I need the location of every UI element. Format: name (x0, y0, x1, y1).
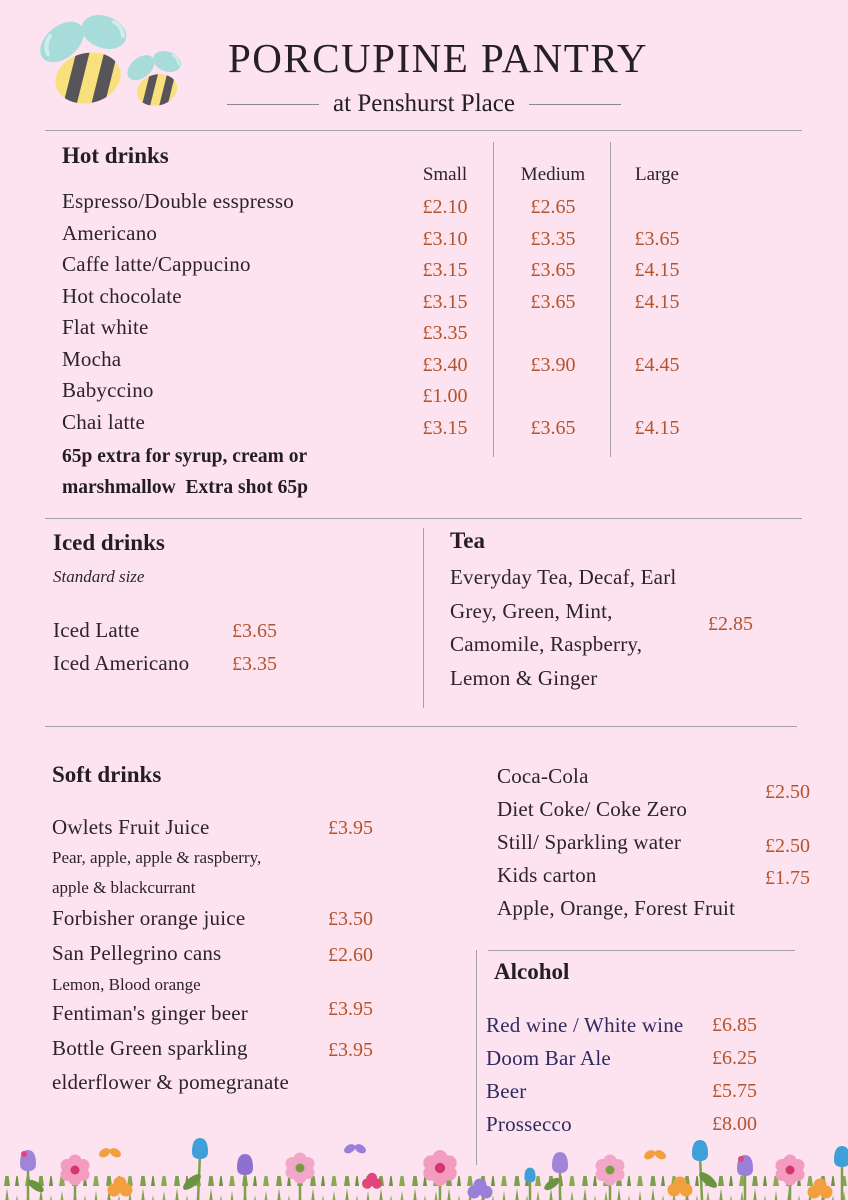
menu-item-price: £3.35 (422, 322, 468, 344)
menu-item-price: £3.65 (530, 417, 576, 439)
column-divider (610, 142, 611, 457)
column-divider (493, 142, 494, 457)
divider (45, 130, 802, 131)
menu-item-name: Doom Bar Ale (486, 1046, 611, 1070)
menu-item-price: £3.65 (530, 259, 576, 281)
column-divider (423, 528, 424, 708)
hot-drinks-heading: Hot drinks (62, 143, 169, 168)
menu-item-name: Kids carton (497, 863, 597, 887)
menu-item-price: £2.50 (765, 781, 810, 803)
menu-item-name: Americano (62, 221, 158, 245)
menu-item-price: £3.15 (422, 417, 468, 439)
menu-item-price: £8.00 (712, 1113, 757, 1135)
menu-item-name: Caffe latte/Cappucino (62, 252, 251, 276)
page-title: PORCUPINE PANTRY (227, 35, 649, 81)
menu-item-name: Diet Coke/ Coke Zero (497, 797, 688, 821)
menu-item-price: £2.65 (530, 196, 576, 218)
menu-item-price: £3.95 (328, 998, 373, 1020)
menu-item-price: £2.50 (765, 835, 810, 857)
page-subtitle-row (0, 90, 848, 118)
menu-item-price: £4.15 (634, 259, 680, 281)
menu-item-price: £6.25 (712, 1047, 757, 1069)
menu-item-price: £5.75 (712, 1080, 757, 1102)
menu-item-price: £3.35 (232, 653, 277, 675)
page-subtitle: at Penshurst Place (333, 90, 515, 117)
iced-drinks-size-note: Standard size (53, 567, 145, 586)
menu-item-name: Iced Latte (53, 618, 140, 642)
menu-item-price: £1.75 (765, 867, 810, 889)
subtitle-right-line (529, 104, 621, 105)
flower-border-icon (0, 1138, 848, 1200)
menu-item-name: Bottle Green sparkling (52, 1036, 248, 1060)
menu-item-price: £4.45 (634, 354, 680, 376)
menu-item-name: Red wine / White wine (486, 1013, 684, 1037)
menu-item-description: Apple, Orange, Forest Fruit (497, 896, 736, 920)
menu-item-name: Prossecco (486, 1112, 572, 1136)
menu-item-description: Pear, apple, apple & raspberry, (52, 848, 262, 867)
menu-item-price: £4.15 (634, 417, 680, 439)
menu-item-name: Mocha (62, 347, 122, 371)
menu-item-price: £2.10 (422, 196, 468, 218)
menu-item-name: Espresso/Double esspresso (62, 189, 294, 213)
divider (45, 518, 802, 519)
menu-item-price: £3.15 (422, 259, 468, 281)
tea-heading: Tea (450, 528, 485, 553)
hot-drinks-note-line2: marshmallow Extra shot 65p (62, 477, 308, 498)
alcohol-heading: Alcohol (494, 959, 570, 984)
menu-item-name: Forbisher orange juice (52, 906, 246, 930)
menu-item-name: Iced Americano (53, 651, 190, 675)
menu-item-name: Still/ Sparkling water (497, 830, 682, 854)
menu-item-name: Flat white (62, 315, 149, 339)
menu-item-description: apple & blackcurrant (52, 878, 196, 897)
size-header-small: Small (422, 164, 468, 185)
tea-description: Everyday Tea, Decaf, Earl Grey, Green, Mint, Camomile, Raspberry, Lemon & Ginger (450, 565, 677, 690)
menu-item-name: Coca-Cola (497, 764, 589, 788)
size-header-medium: Medium (520, 164, 586, 185)
menu-item-price: £3.15 (422, 291, 468, 313)
menu-item-price: £3.35 (530, 228, 576, 250)
menu-item-price: £3.65 (634, 228, 680, 250)
menu-item-name: elderflower & pomegranate (52, 1070, 290, 1094)
menu-item-price: £3.95 (328, 817, 373, 839)
menu-item-price: £3.95 (328, 1039, 373, 1061)
soft-drinks-heading: Soft drinks (52, 762, 162, 787)
hot-drinks-note-line1: 65p extra for syrup, cream or (62, 446, 308, 467)
menu-item-price: £3.65 (530, 291, 576, 313)
menu-item-price: £3.65 (232, 620, 277, 642)
subtitle-left-line (227, 104, 319, 105)
menu-item-name: Babyccino (62, 378, 154, 402)
menu-item-price: £3.40 (422, 354, 468, 376)
menu-item-name: Beer (486, 1079, 527, 1103)
menu-item-price: £6.85 (712, 1014, 757, 1036)
alcohol-box-left-border (476, 950, 477, 1165)
menu-item-price: £1.00 (422, 385, 468, 407)
menu-item-price: £2.85 (708, 613, 753, 635)
divider (45, 726, 797, 727)
menu-item-price: £2.60 (328, 944, 373, 966)
menu-item-name: Fentiman's ginger beer (52, 1001, 248, 1025)
menu-item-price: £3.10 (422, 228, 468, 250)
menu-item-name: Owlets Fruit Juice (52, 815, 210, 839)
menu-item-name: Chai latte (62, 410, 146, 434)
menu-item-name: Hot chocolate (62, 284, 182, 308)
alcohol-box-top-border (488, 950, 795, 951)
menu-item-price: £3.90 (530, 354, 576, 376)
menu-item-price: £4.15 (634, 291, 680, 313)
menu-item-description: Lemon, Blood orange (52, 975, 201, 994)
iced-drinks-heading: Iced drinks (53, 530, 165, 555)
menu-item-name: San Pellegrino cans (52, 941, 222, 965)
menu-item-price: £3.50 (328, 908, 373, 930)
size-header-large: Large (635, 164, 679, 185)
